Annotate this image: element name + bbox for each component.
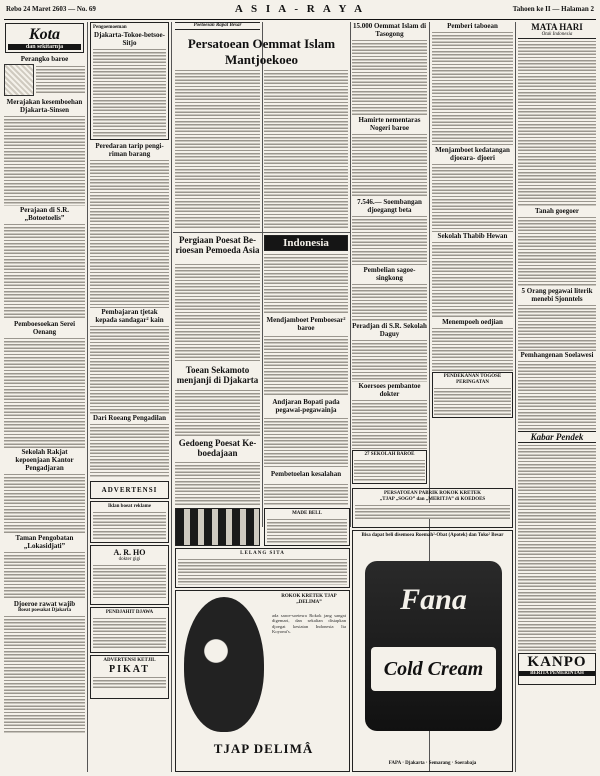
text-block [434,386,511,416]
ad-text [267,517,347,543]
kota-title: Kota [28,26,61,43]
ad-text [93,563,166,599]
text-block [175,68,260,230]
text-block [175,460,260,506]
headline-block [264,470,348,478]
text-block [4,550,85,600]
headline-block [264,316,348,332]
headline: PENDEKANAN TOGOSE PERINGATAN [443,374,502,385]
headline: Menjamboet kedatangan djoeara- djoeri [435,146,510,162]
notice-label: Pengoemoeman [93,25,127,30]
headline: Pembetoelan kesalahan [270,470,342,478]
text-block [90,324,169,414]
headline: Sekolah Rakjat kepoenjaan Kantor Pengadjaran [15,448,74,472]
subheadline: Boeat poesakat Djakarta [17,608,72,613]
ad-footer: FAPA · Djakarta · Semarang · Soerabaja [388,761,477,766]
headline-block [175,438,260,458]
text-block [93,47,166,137]
text-block [432,162,513,232]
headline-block [264,235,348,251]
headline: Dari Roeang Pengadilan [92,414,167,422]
ad-text [355,503,510,519]
issue-number: Tahoen ke II — Halaman 2 [512,5,594,13]
text-block [4,472,85,534]
ad-title: A. R. HO [113,548,146,557]
headline: Pergiaan Poesat Be-rioesan Pemoeda Asia [175,235,260,255]
section-label: Poetoesan Rapat Besar [193,23,242,28]
column-6 [432,22,513,507]
headline: Peradjan di S.R. Sekolah Daguy [352,322,427,338]
newspaper-name: A S I A - R A Y A [234,3,366,15]
text-block [264,252,348,314]
headline-block [264,398,348,414]
ad-subtitle: „TJAP „SOGO” dan „MERITJA” di KOEDOES [379,497,486,502]
headline: Merajakan kesemboehan Djakarta-Sinsen [6,98,83,114]
text-block [4,114,85,206]
ad-brand: Fana [400,583,467,616]
headline: 7.546.— Soembangan djoegangt beta [357,198,422,214]
text-block [264,334,348,396]
ad-title: MADE BELL [292,511,322,516]
headline: Toean Sekamoto menjanji di Djakarta [176,365,259,385]
headline: Pemhangenan Soelawesi [520,351,594,359]
rokok-ad [352,488,513,528]
headline: Pembajaran tjetak kepada sandagar² kain [95,308,164,324]
ad-title: PENDJAHIT DJAWA [105,610,154,615]
notice-title: Djakarta-Tokoe-betsoe-Sitjo [94,31,165,47]
text-block [36,64,85,94]
headline: 15.000 Oemmat Islam di Tasogong [352,22,427,38]
lead-headline: Persatoean Oemmat Islam Mantjoekoeo [187,36,336,67]
ad-product: Cold Cream [371,647,496,691]
text-block [4,222,85,320]
ad-title: Bisa dapat beli disemoea Roemah²-Obat (Apotek) dan Toko² Besar [361,533,504,538]
text-block [175,388,260,436]
text-block [432,326,513,372]
kanpo-title: KANPO [527,654,587,670]
text-block [90,422,169,478]
column-title: MATA HARI [531,22,583,32]
text-block [264,416,348,468]
ad-text [93,510,166,540]
text-block [432,30,513,146]
text-block [352,214,427,266]
text-block [352,398,427,450]
headline: Perangko baroe [20,55,69,63]
headline: Taman Pengobatan „Lokasidjati” [15,534,74,550]
headline: Peredaran tarip pengi-riman barang [95,142,164,158]
ad-brand: PIKAT [109,664,150,675]
ad-text [178,557,347,585]
text-block [264,482,348,506]
masthead [4,3,596,20]
headline: Menempoeh oedjian [442,318,503,326]
headline: Pemboesoekan Serei Oenang [13,320,76,336]
text-block [518,215,596,287]
headline: Mendjamboet Pemboesar² baroe [266,316,346,332]
ad-block [175,548,350,588]
text-block [518,443,596,653]
headline: Pembelian sagoe-singkong [363,266,416,282]
column-rule [262,22,263,527]
headline-block [175,235,260,255]
ad-body: ada saroe-soetesra Rokok jang sangat digemari, dan sekalian disiapkan djoegat kesiatan Indonesia Ita Koyomi's. [272,613,346,635]
text-block [352,132,427,198]
text-block [518,303,596,351]
text-block [4,336,85,448]
ad-block [175,508,260,546]
column-2 [90,22,169,772]
advertisement-banner: ADVERTENSI [101,486,158,494]
column-7 [518,22,596,772]
column-rule [515,22,516,772]
headline: Tanah goegoer [535,207,579,215]
section-divider [173,232,350,233]
section-title: Kabar Pendek [518,431,596,443]
delima-ad [175,590,350,772]
ad-subtitle: dokter gigi [118,557,141,562]
cream-jar-image [365,561,502,731]
ad-title: ROKOK KRETEK TJAP „DELIMA” [281,594,337,605]
ad-title: Iklan boeat reklame [108,504,151,509]
text-block [518,359,596,431]
stamp-image [4,64,34,96]
text-block [4,614,85,734]
text-block [518,39,596,207]
text-block [264,68,348,230]
text-block [432,240,513,318]
fana-cold-cream-ad [352,530,513,772]
lead-headline-block [175,36,348,68]
column-5 [352,22,427,507]
kota-subtitle: dan sekitarnja [8,44,81,50]
ad-text [93,675,166,689]
section-banner: Indonesia [264,235,348,251]
ad-title: PERSATOEAN PABRIK ROKOK KRETEK [383,491,482,496]
headline-block [175,365,260,385]
text-block [354,458,425,482]
ad-text [93,616,166,650]
headline: Hamirte nementaras Nogeri baroe [358,116,421,132]
pomegranate-image [184,597,264,732]
column-rule [87,22,88,772]
headline: Gedoeng Poesat Ke-boedajaan [178,438,257,458]
headline: Pemberi taboean [447,22,498,30]
headline: Andjaran Bopati pada pegawai-pegawainja [272,398,340,414]
headline: 5 Orang pegawai literik menebi Sjonntels [521,287,593,303]
column-rule [350,22,351,527]
headline: Perajaan di S.R. „Botoetoelis” [20,206,69,222]
column-subtitle: Otak Indonesia [541,32,573,37]
ad-title: LELANG SITA [240,551,285,556]
headline: Djoeroe rawat wajib [13,600,76,608]
issue-date: Rebo 24 Maret 2603 — No. 69 [6,5,96,13]
headline: 27 SEKOLAH BAROE [364,452,415,457]
text-block [352,38,427,116]
kanpo-subtitle: BERITA PEMERINTAH [519,671,595,676]
ad-title: ADVERTENSI KETJIL [103,658,156,663]
text-block [352,282,427,322]
column-1 [4,22,85,772]
column-rule [171,22,172,772]
text-block [90,158,169,308]
ad-block [264,508,350,546]
headline: Koersoes pembantoe dokter [358,382,421,398]
ad-brand: TJAP DELIMÂ [213,741,314,756]
text-block [352,338,427,382]
text-block [175,262,260,362]
headline: Sekolah Thabib Hewan [437,232,508,240]
